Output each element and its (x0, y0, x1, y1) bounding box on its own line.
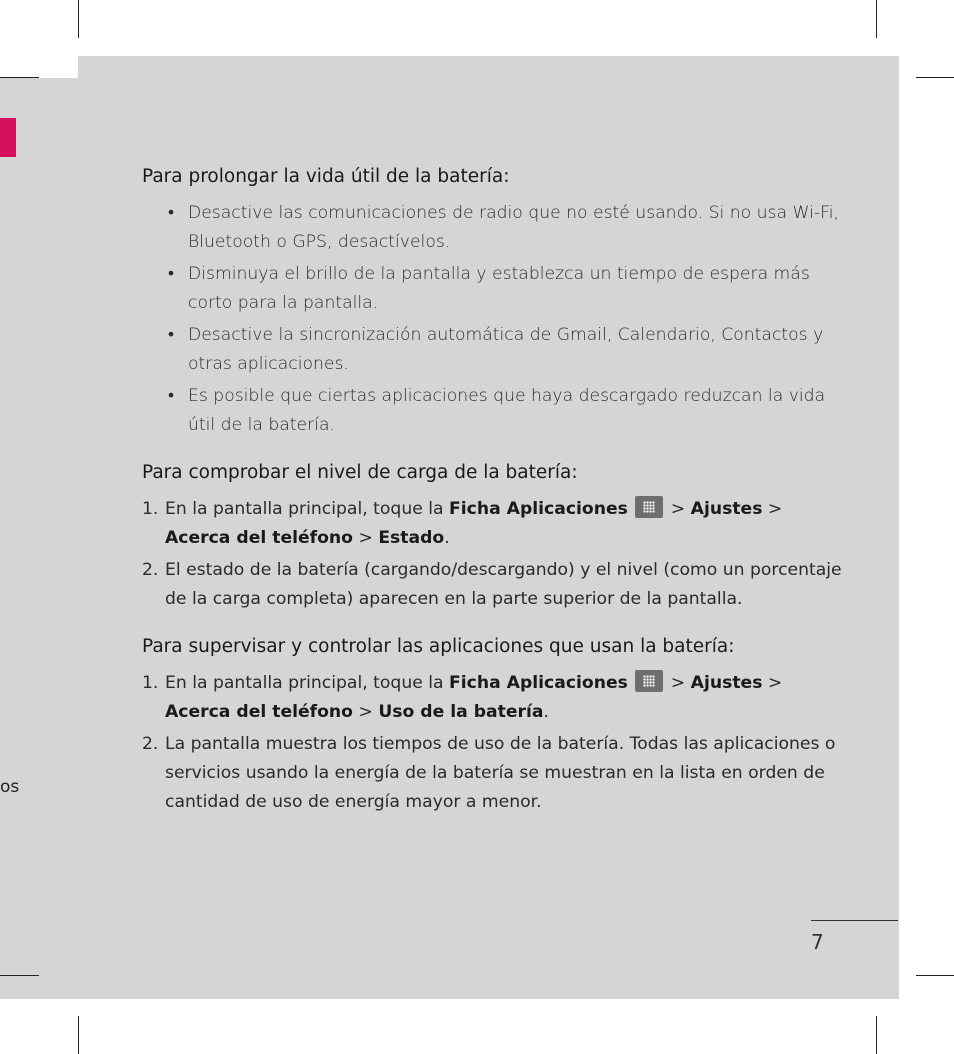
step-item (142, 730, 842, 817)
list-item (142, 199, 842, 257)
status-label: Estado (378, 528, 445, 548)
page-number: 7 (811, 930, 824, 954)
step-text: En la pantalla principal, toque la (165, 673, 450, 693)
crop-mark-top-right-horizontal (916, 77, 954, 78)
apps-tab-label: Ficha Aplicaciones (449, 499, 628, 519)
separator: > (762, 499, 783, 519)
step-text: El estado de la batería (cargando/descargando) y el nivel (como un porcentaje de la carga completa) aparecen en la parte superior de la pantalla. (165, 560, 842, 609)
list-item (142, 382, 842, 440)
bullet-icon: • (168, 203, 175, 223)
page-number-rule (811, 920, 898, 921)
list-item (142, 260, 842, 318)
chapter-tab-accent (0, 118, 16, 157)
section-heading: Para comprobar el nivel de carga de la batería: (142, 462, 578, 483)
step-item (142, 669, 842, 727)
list-item (142, 321, 842, 379)
page-corner-notch (0, 56, 78, 78)
crop-mark-bottom-left-vertical (78, 1016, 79, 1054)
tips-list (142, 199, 842, 440)
apps-tab-label: Ficha Aplicaciones (449, 673, 628, 693)
crop-mark-bottom-left-horizontal (0, 975, 39, 976)
step-item (142, 556, 842, 614)
period: . (444, 528, 450, 548)
separator: > (762, 673, 783, 693)
bullet-icon: • (168, 264, 175, 284)
list-item-text: Disminuya el brillo de la pantalla y establezca un tiempo de espera más corto para la pantalla. (188, 264, 810, 313)
step-item (142, 495, 842, 553)
separator: > (665, 673, 691, 693)
battery-use-label: Uso de la batería (378, 702, 544, 722)
section-battery-life (142, 166, 842, 440)
step-number: 2. (142, 734, 159, 754)
crop-mark-top-left-horizontal (0, 77, 39, 78)
crop-mark-top-left-vertical (78, 0, 79, 38)
bullet-icon: • (168, 325, 175, 345)
about-phone-label: Acerca del teléfono (165, 528, 353, 548)
about-phone-label: Acerca del teléfono (165, 702, 353, 722)
period: . (543, 702, 549, 722)
section-heading: Para supervisar y controlar las aplicaciones que usan la batería: (142, 636, 735, 657)
steps-list (142, 495, 842, 614)
step-number: 1. (142, 673, 159, 693)
page-content (142, 166, 842, 839)
step-text: En la pantalla principal, toque la (165, 499, 450, 519)
list-item-text: Desactive la sincronización automática de Gmail, Calendario, Contactos y otras aplicaciones. (188, 325, 824, 374)
step-number: 1. (142, 499, 159, 519)
apps-grid-icon (635, 670, 663, 692)
crop-mark-bottom-right-horizontal (916, 975, 954, 976)
section-check-level (142, 462, 842, 614)
step-text: La pantalla muestra los tiempos de uso de la batería. Todas las aplicaciones o servicios usando la energía de la batería se muestran en la lista en orden de cantidad de uso de energía mayor a menor. (165, 734, 836, 812)
list-item-text: Es posible que ciertas aplicaciones que haya descargado reduzcan la vida útil de la batería. (188, 386, 826, 435)
apps-grid-icon (635, 496, 663, 518)
list-item-text: Desactive las comunicaciones de radio que no esté usando. Si no usa Wi-Fi, Bluetooth o GPS, desactívelos. (188, 203, 839, 252)
settings-label: Ajustes (690, 673, 763, 693)
section-heading: Para prolongar la vida útil de la batería: (142, 166, 510, 187)
separator: > (352, 702, 379, 722)
previous-page-fragment: os (0, 777, 20, 797)
separator: > (352, 528, 379, 548)
steps-list (142, 669, 842, 817)
settings-label: Ajustes (690, 499, 763, 519)
bullet-icon: • (168, 386, 175, 406)
separator: > (665, 499, 691, 519)
crop-mark-bottom-right-vertical (876, 1016, 877, 1054)
step-number: 2. (142, 560, 159, 580)
crop-mark-top-right-vertical (876, 0, 877, 38)
section-monitor (142, 636, 842, 817)
